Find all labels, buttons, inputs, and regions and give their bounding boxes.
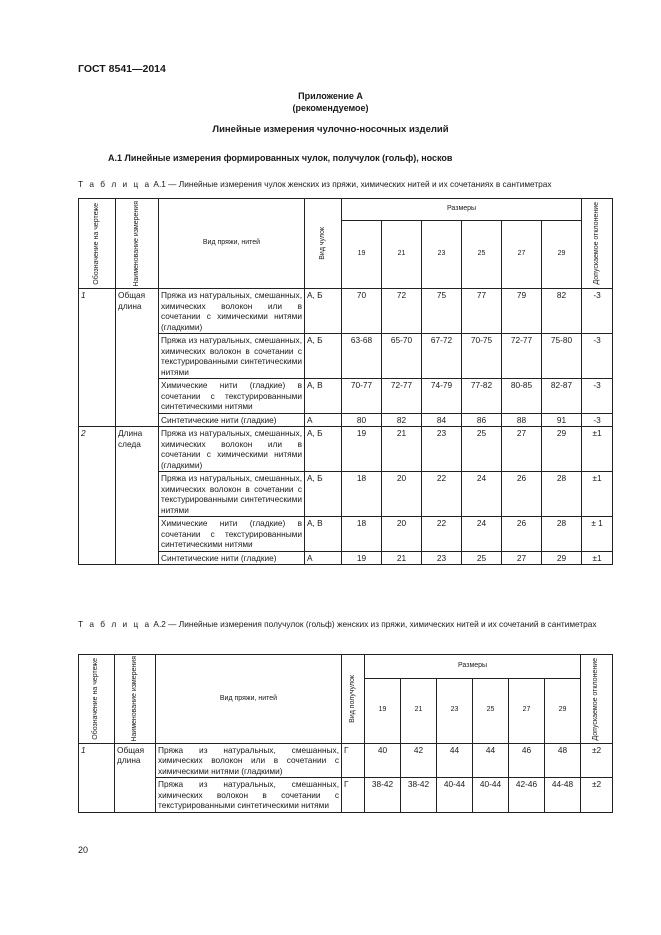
row-size-value: 75-80 — [542, 334, 582, 379]
row-tolerance: ±2 — [581, 778, 613, 813]
row-size-value: 70 — [342, 289, 382, 334]
row-size-value: 27 — [502, 427, 542, 472]
row-yarn-type: Химические нити (гладкие) в сочетании с текстурированными синтетическими нитями — [159, 517, 305, 552]
row-yarn-type: Пряжа из натуральных, смешанных, химических волокон или в сочетании с химическими нитями (гладкими) — [159, 289, 305, 334]
table-row — [79, 472, 613, 517]
row-tolerance: -3 — [582, 334, 613, 379]
row-size-value: 72 — [382, 289, 422, 334]
row-size-value: 77-82 — [462, 379, 502, 414]
row-tolerance: -3 — [582, 413, 613, 427]
row-size-value: 26 — [502, 472, 542, 517]
table2-header-name: Наименование измерения — [115, 655, 156, 744]
row-mark: 2 — [79, 427, 116, 565]
table1-header-sizes: Размеры — [342, 199, 582, 221]
row-measure-name: Общая длина — [116, 289, 159, 427]
table1-header-name: Наименование измерения — [116, 199, 159, 289]
row-size-value: 44 — [473, 743, 509, 778]
row-yarn-type: Химические нити (гладкие) в сочетании с текстурированными синтетическими нитями — [159, 379, 305, 414]
table1-header-mark: Обозначение на чертеже — [79, 199, 116, 289]
row-size-value: 77 — [462, 289, 502, 334]
table1-size-header: 25 — [462, 221, 502, 289]
table-row — [79, 778, 613, 813]
row-product-type: А, Б — [305, 427, 342, 472]
table2-header-type: Вид получулок — [342, 655, 365, 744]
table-a2 — [78, 654, 613, 813]
table1-size-header: 19 — [342, 221, 382, 289]
table1-size-header: 21 — [382, 221, 422, 289]
row-size-value: 65-70 — [382, 334, 422, 379]
row-size-value: 74-79 — [422, 379, 462, 414]
row-size-value: 26 — [502, 517, 542, 552]
row-size-value: 28 — [542, 472, 582, 517]
row-yarn-type: Пряжа из натуральных, смешанных, химических волокон или в сочетании с химическими нитями (гладкими) — [156, 743, 342, 778]
row-tolerance: -3 — [582, 289, 613, 334]
row-size-value: 23 — [422, 427, 462, 472]
table2-caption-text: А.2 — Линейные измерения получулок (гольф) женских из пряжи, химических нитей и их сочетаний в сантиметрах — [153, 619, 597, 629]
row-size-value: 88 — [502, 413, 542, 427]
table2-size-header: 27 — [509, 678, 545, 743]
row-measure-name: Длина следа — [116, 427, 159, 565]
row-size-value: 19 — [342, 551, 382, 565]
row-tolerance: ± 1 — [582, 517, 613, 552]
row-size-value: 38-42 — [365, 778, 401, 813]
row-size-value: 70-77 — [342, 379, 382, 414]
row-product-type: Г — [342, 743, 365, 778]
table2-header-tolerance: Допускаемое отклонение — [581, 655, 613, 744]
table2-caption-prefix: Т а б л и ц а — [78, 619, 152, 629]
page-number: 20 — [78, 845, 89, 855]
row-size-value: 79 — [502, 289, 542, 334]
table2-size-header: 25 — [473, 678, 509, 743]
row-tolerance: -3 — [582, 379, 613, 414]
table2-size-header: 21 — [401, 678, 437, 743]
row-tolerance: ±1 — [582, 472, 613, 517]
row-size-value: 86 — [462, 413, 502, 427]
subsection-title: А.1 Линейные измерения формированных чулок, получулок (гольф), носков — [108, 153, 453, 163]
row-size-value: 25 — [462, 551, 502, 565]
row-mark: 1 — [79, 743, 115, 812]
section-title: Линейные измерения чулочно-носочных изделий — [212, 124, 449, 135]
row-size-value: 75 — [422, 289, 462, 334]
table-row — [79, 334, 613, 379]
row-product-type: А — [305, 413, 342, 427]
row-size-value: 29 — [542, 427, 582, 472]
row-size-value: 44-48 — [545, 778, 581, 813]
table-row — [79, 551, 613, 565]
table-row — [79, 413, 613, 427]
row-size-value: 46 — [509, 743, 545, 778]
row-product-type: А, В — [305, 517, 342, 552]
row-size-value: 25 — [462, 427, 502, 472]
standard-header: ГОСТ 8541—2014 — [78, 63, 166, 75]
table1-size-header: 23 — [422, 221, 462, 289]
table2-size-header: 23 — [437, 678, 473, 743]
table-a1 — [78, 198, 613, 565]
table1-size-header: 27 — [502, 221, 542, 289]
table2-header-yarn: Вид пряжи, нитей — [156, 655, 342, 744]
table-row — [79, 743, 613, 778]
row-size-value: 80 — [342, 413, 382, 427]
table2-header-sizes: Размеры — [365, 655, 581, 679]
row-yarn-type: Синтетические нити (гладкие) — [159, 551, 305, 565]
row-size-value: 22 — [422, 517, 462, 552]
row-size-value: 80-85 — [502, 379, 542, 414]
table2-size-header: 19 — [365, 678, 401, 743]
row-product-type: Г — [342, 778, 365, 813]
row-tolerance: ±1 — [582, 427, 613, 472]
row-size-value: 72-77 — [382, 379, 422, 414]
row-size-value: 42 — [401, 743, 437, 778]
row-size-value: 42-46 — [509, 778, 545, 813]
row-size-value: 67-72 — [422, 334, 462, 379]
table1-header-type: Вид чулок — [305, 199, 342, 289]
table1-caption-text: А.1 — Линейные измерения чулок женских из пряжи, химических нитей и их сочетаниях в сантиметрах — [153, 179, 552, 189]
row-size-value: 24 — [462, 517, 502, 552]
table1-size-header: 29 — [542, 221, 582, 289]
row-size-value: 70-75 — [462, 334, 502, 379]
annex-title: Приложение А — [298, 91, 363, 101]
row-size-value: 84 — [422, 413, 462, 427]
row-measure-name: Общая длина — [115, 743, 156, 812]
row-tolerance: ±1 — [582, 551, 613, 565]
table2-header-mark: Обозначение на чертеже — [79, 655, 115, 744]
table1-caption — [78, 179, 618, 190]
row-tolerance: ±2 — [581, 743, 613, 778]
row-size-value: 24 — [462, 472, 502, 517]
row-size-value: 82 — [542, 289, 582, 334]
row-size-value: 63-68 — [342, 334, 382, 379]
table1-caption-prefix: Т а б л и ц а — [78, 179, 152, 189]
row-product-type: А — [305, 551, 342, 565]
table-row — [79, 289, 613, 334]
row-size-value: 48 — [545, 743, 581, 778]
table2-caption — [78, 619, 618, 630]
table-row — [79, 427, 613, 472]
row-size-value: 82-87 — [542, 379, 582, 414]
row-yarn-type: Пряжа из натуральных, смешанных, химических волокон в сочетании с текстурированными синтетическими нитями — [159, 334, 305, 379]
row-size-value: 40 — [365, 743, 401, 778]
table1-header-tolerance: Допускаемое отклонение — [582, 199, 613, 289]
row-size-value: 40-44 — [437, 778, 473, 813]
row-size-value: 29 — [542, 551, 582, 565]
row-size-value: 18 — [342, 472, 382, 517]
annex-status: (рекомендуемое) — [292, 103, 369, 113]
row-size-value: 18 — [342, 517, 382, 552]
row-mark: 1 — [79, 289, 116, 427]
row-size-value: 91 — [542, 413, 582, 427]
row-size-value: 40-44 — [473, 778, 509, 813]
row-size-value: 19 — [342, 427, 382, 472]
row-product-type: А, Б — [305, 334, 342, 379]
row-yarn-type: Пряжа из натуральных, смешанных, химических волокон или в сочетании с химическими нитями (гладкими) — [159, 427, 305, 472]
row-size-value: 82 — [382, 413, 422, 427]
row-product-type: А, Б — [305, 472, 342, 517]
table2-size-header: 29 — [545, 678, 581, 743]
table-row — [79, 517, 613, 552]
row-product-type: А, Б — [305, 289, 342, 334]
row-size-value: 20 — [382, 517, 422, 552]
row-size-value: 44 — [437, 743, 473, 778]
table-row — [79, 379, 613, 414]
row-size-value: 22 — [422, 472, 462, 517]
row-size-value: 28 — [542, 517, 582, 552]
row-size-value: 20 — [382, 472, 422, 517]
row-size-value: 23 — [422, 551, 462, 565]
row-yarn-type: Пряжа из натуральных, смешанных, химических волокон в сочетании с текстурированными синтетическими нитями — [156, 778, 342, 813]
table1-header-yarn: Вид пряжи, нитей — [159, 199, 305, 289]
row-product-type: А, В — [305, 379, 342, 414]
row-yarn-type: Пряжа из натуральных, смешанных, химических волокон в сочетании с текстурированными синтетическими нитями — [159, 472, 305, 517]
row-size-value: 21 — [382, 551, 422, 565]
row-yarn-type: Синтетические нити (гладкие) — [159, 413, 305, 427]
row-size-value: 38-42 — [401, 778, 437, 813]
row-size-value: 72-77 — [502, 334, 542, 379]
row-size-value: 27 — [502, 551, 542, 565]
row-size-value: 21 — [382, 427, 422, 472]
